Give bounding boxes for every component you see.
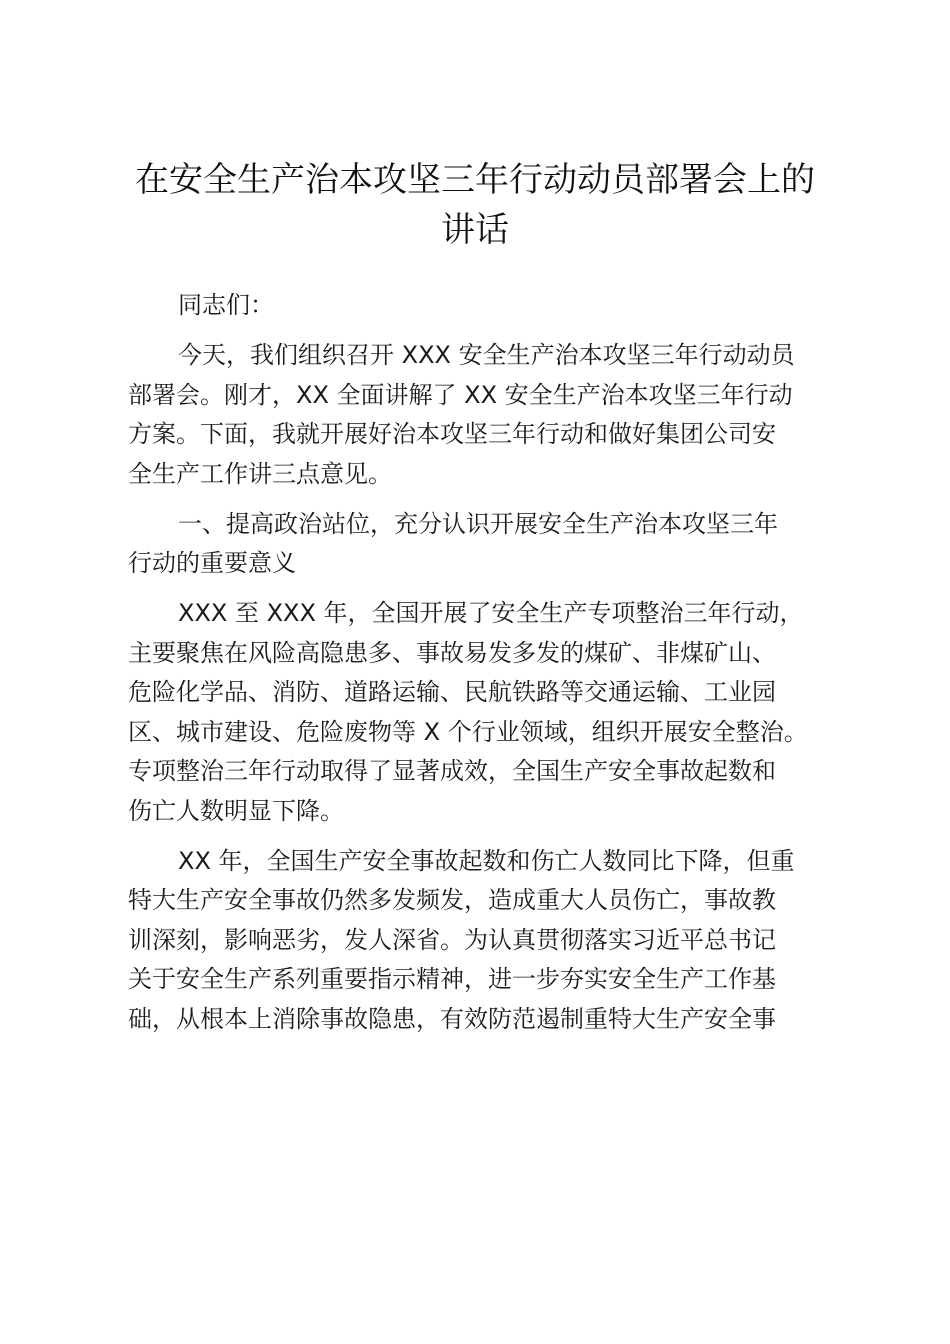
- paragraph-line: 危险化学品、消防、道路运输、民航铁路等交通运输、工业园: [128, 678, 776, 706]
- document-body: [128, 286, 832, 1039]
- document-title: [100, 155, 850, 255]
- paragraph-line: 训深刻，影响恶劣，发人深省。为认真贯彻落实习近平总书记: [128, 925, 776, 954]
- paragraph-line: XX 年，全国生产安全事故起数和伤亡人数同比下降，但重: [178, 846, 795, 875]
- paragraph-3: [128, 842, 832, 1040]
- paragraph-line: 伤亡人数明显下降。: [128, 796, 344, 825]
- title-line-1: 在安全生产治本攻坚三年行动动员部署会上的: [135, 160, 815, 200]
- paragraph-1: [128, 336, 832, 494]
- paragraph-line: 部署会。刚才，XX 全面讲解了 XX 安全生产治本攻坚三年行动: [128, 380, 793, 409]
- heading-line: 行动的重要意义: [128, 549, 296, 577]
- section-heading-1: [128, 505, 832, 584]
- title-line-2: 讲话: [441, 210, 509, 250]
- paragraph-line: 方案。下面，我就开展好治本攻坚三年行动和做好集团公司安: [128, 420, 776, 448]
- paragraph-line: 今天，我们组织召开 XXX 安全生产治本攻坚三年行动动员: [178, 341, 795, 369]
- heading-line: 一、提高政治站位，充分认识开展安全生产治本攻坚三年: [178, 509, 778, 538]
- paragraph-line: 全生产工作讲三点意见。: [128, 459, 392, 488]
- paragraph-line: 区、城市建设、危险废物等 X 个行业领域，组织开展安全整治。: [128, 717, 808, 746]
- paragraph-line: 专项整治三年行动取得了显著成效，全国生产安全事故起数和: [128, 757, 776, 785]
- paragraph-line: 特大生产安全事故仍然多发频发，造成重大人员伤亡，事故教: [128, 886, 776, 914]
- paragraph-2: [128, 594, 832, 831]
- paragraph-line: XXX 至 XXX 年，全国开展了安全生产专项整治三年行动，: [178, 599, 804, 627]
- greeting: 同志们：: [178, 291, 274, 319]
- paragraph-line: 主要聚焦在风险高隐患多、事故易发多发的煤矿、非煤矿山、: [128, 638, 776, 667]
- paragraph-line: 关于安全生产系列重要指示精神，进一步夯实安全生产工作基: [128, 965, 776, 993]
- paragraph-line: 础，从根本上消除事故隐患，有效防范遏制重特大生产安全事: [128, 1004, 776, 1033]
